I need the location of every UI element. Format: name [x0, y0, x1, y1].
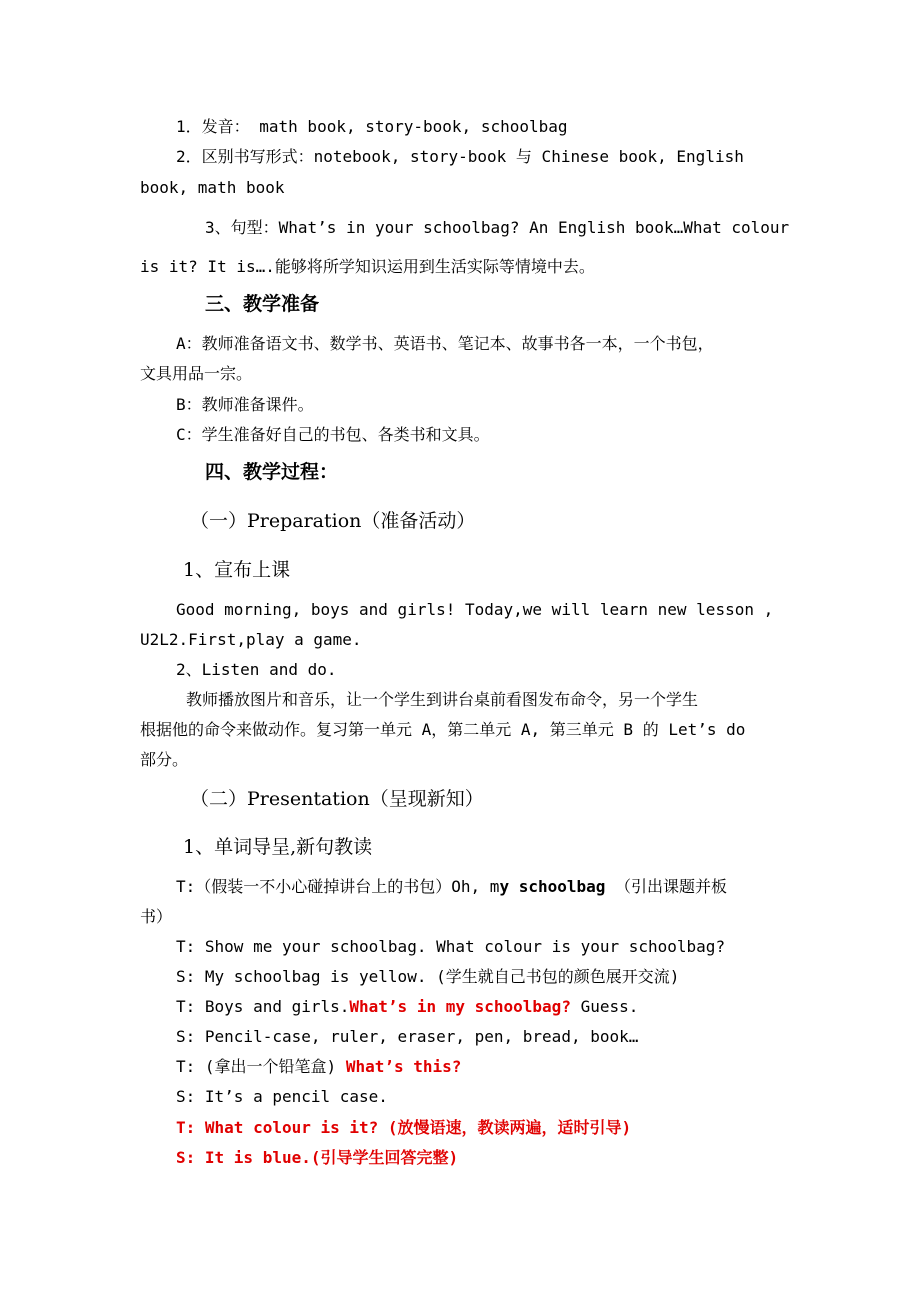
step-listen-and-do: 2、Listen and do.	[176, 660, 337, 679]
greeting-line: Good morning, boys and girls! Today,we will learn new lesson ,	[176, 600, 774, 619]
activity-description: 教师播放图片和音乐，让一个学生到讲台桌前看图发布命令，另一个学生	[186, 690, 699, 709]
dialog-line-9: S: It is blue.(引导学生回答完整)	[176, 1148, 459, 1167]
goal-pronunciation: 1．发音： math book, story-book, schoolbag	[176, 117, 568, 136]
dialog-line-7: S: It’s a pencil case.	[176, 1087, 388, 1106]
subsection-presentation: （二）Presentation（呈现新知）	[190, 788, 484, 810]
dialog-line-1-cont: 书）	[140, 907, 173, 926]
dialog-line-2: T: Show me your schoolbag. What colour is your schoolbag?	[176, 937, 726, 956]
dialog-line-8: T: What colour is it? (放慢语速，教读两遍，适时引导)	[176, 1118, 632, 1137]
activity-description-end: 部分。	[140, 750, 189, 769]
dialog-line-5: S: Pencil-case, ruler, eraser, pen, bread, book…	[176, 1027, 639, 1046]
goal-sentence-pattern-cont: is it? It is….能够将所学知识运用到生活实际等情境中去。	[140, 257, 595, 276]
schoolbag-emphasis: y schoolbag	[499, 877, 606, 896]
goal-writing-forms: 2．区别书写形式：notebook, story-book 与 Chinese book, English	[176, 147, 744, 166]
section-heading-process: 四、教学过程：	[205, 461, 339, 483]
whats-this-highlight: What’s this?	[345, 1057, 462, 1076]
dialog-line-3: S: My schoolbag is yellow. (学生就自己书包的颜色展开交流)	[176, 967, 680, 986]
dialog-line-6: T: (拿出一个铅笔盒) What’s this?	[176, 1057, 462, 1076]
prep-item-a: A：教师准备语文书、数学书、英语书、笔记本、故事书各一本，一个书包，	[176, 334, 714, 353]
section-heading-preparation: 三、教学准备	[205, 293, 320, 315]
prep-item-b: B：教师准备课件。	[176, 395, 314, 414]
prep-item-a-cont: 文具用品一宗。	[140, 364, 253, 383]
activity-description-cont: 根据他的命令来做动作。复习第一单元 A，第二单元 A, 第三单元 B 的 Let’s do	[140, 720, 746, 739]
prep-item-c: C：学生准备好自己的书包、各类书和文具。	[176, 425, 490, 444]
question-highlight: What’s in my schoolbag?	[349, 997, 571, 1016]
subsection-preparation: （一）Preparation（准备活动）	[190, 510, 476, 532]
dialog-line-1: T:（假装一不小心碰掉讲台上的书包）Oh, my schoolbag （引出课题并板	[176, 877, 728, 896]
goal-writing-forms-cont: book, math book	[140, 178, 285, 197]
greeting-line-cont: U2L2.First,play a game.	[140, 630, 362, 649]
dialog-line-4: T: Boys and girls.What’s in my schoolbag? Guess.	[176, 997, 639, 1016]
step-announce-class: 1、宣布上课	[183, 559, 291, 581]
goal-sentence-pattern: 3、句型：What’s in your schoolbag? An English book…What colour	[205, 218, 790, 237]
step-vocabulary: 1、单词导呈,新句教读	[183, 836, 373, 858]
